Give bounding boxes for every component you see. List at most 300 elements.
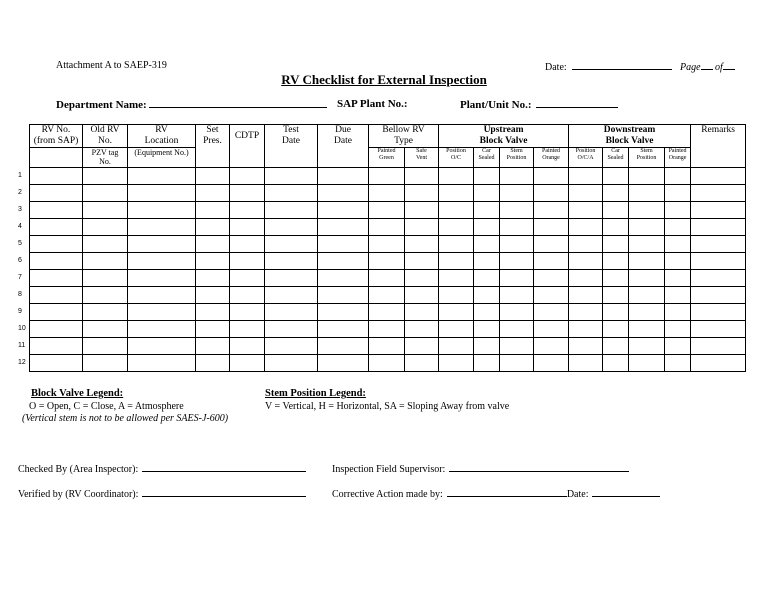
table-cell[interactable] <box>30 253 83 270</box>
table-cell[interactable] <box>691 219 746 236</box>
table-cell[interactable] <box>665 219 691 236</box>
header-dn-position: Position O/C/A <box>569 148 603 168</box>
table-cell[interactable] <box>569 202 603 219</box>
table-cell[interactable] <box>500 236 534 253</box>
table-cell[interactable] <box>691 236 746 253</box>
table-cell[interactable] <box>30 168 83 185</box>
table-cell[interactable] <box>500 202 534 219</box>
table-cell[interactable] <box>230 253 265 270</box>
checked-by-line <box>142 462 306 472</box>
table-cell[interactable] <box>439 304 474 321</box>
table-cell[interactable] <box>369 253 405 270</box>
table-cell[interactable] <box>196 185 230 202</box>
table-cell[interactable] <box>265 219 318 236</box>
header-rv-location: RV Location <box>128 125 196 148</box>
block-valve-legend-note: (Vertical stem is not to be allowed per SAES-J-600) <box>22 413 229 424</box>
header-psv-tag: PZV tag No. <box>83 148 128 168</box>
table-cell[interactable] <box>474 321 500 338</box>
header-painted-green: Painted Green <box>369 148 405 168</box>
table-cell[interactable] <box>569 321 603 338</box>
table-cell[interactable] <box>405 202 439 219</box>
table-cell[interactable] <box>534 321 569 338</box>
table-cell[interactable] <box>30 338 83 355</box>
header-remarks: Remarks <box>691 125 746 168</box>
table-cell[interactable] <box>665 287 691 304</box>
table-cell[interactable] <box>665 270 691 287</box>
table-cell[interactable] <box>474 219 500 236</box>
table-cell[interactable] <box>318 287 369 304</box>
table-cell[interactable] <box>474 287 500 304</box>
table-cell[interactable] <box>603 168 629 185</box>
table-cell[interactable] <box>569 236 603 253</box>
table-cell[interactable] <box>439 321 474 338</box>
table-cell[interactable] <box>629 168 665 185</box>
table-cell[interactable] <box>691 321 746 338</box>
table-cell[interactable] <box>369 304 405 321</box>
table-cell[interactable] <box>629 304 665 321</box>
row-number: 9 <box>18 308 22 315</box>
table-cell[interactable] <box>569 287 603 304</box>
table-cell[interactable] <box>369 338 405 355</box>
table-cell[interactable] <box>629 202 665 219</box>
table-cell[interactable] <box>369 321 405 338</box>
table-cell[interactable] <box>128 304 196 321</box>
header-test-date: Test Date <box>265 125 318 168</box>
table-cell[interactable] <box>569 219 603 236</box>
table-cell[interactable] <box>128 287 196 304</box>
corrective-action-field[interactable] <box>332 487 660 500</box>
table-cell[interactable] <box>265 253 318 270</box>
table-cell[interactable] <box>629 338 665 355</box>
table-cell[interactable] <box>439 287 474 304</box>
table-cell[interactable] <box>569 338 603 355</box>
table-cell[interactable] <box>569 185 603 202</box>
table-cell[interactable] <box>128 202 196 219</box>
row-number: 11 <box>18 342 26 349</box>
corrective-action-date-line <box>592 487 660 497</box>
table-cell[interactable] <box>629 321 665 338</box>
date-line <box>572 60 672 70</box>
header-bellow-rv: Bellow RV Type <box>369 125 439 148</box>
table-cell[interactable] <box>534 236 569 253</box>
plant-unit-line <box>536 98 618 108</box>
table-cell[interactable] <box>474 168 500 185</box>
table-cell[interactable] <box>691 338 746 355</box>
table-cell[interactable] <box>318 338 369 355</box>
table-cell[interactable] <box>405 321 439 338</box>
table-cell[interactable] <box>691 304 746 321</box>
table-cell[interactable] <box>534 202 569 219</box>
table-cell[interactable] <box>196 270 230 287</box>
table-cell[interactable] <box>405 168 439 185</box>
table-cell[interactable] <box>500 219 534 236</box>
table-cell[interactable] <box>265 338 318 355</box>
header-up-painted-orange: Painted Orange <box>534 148 569 168</box>
header-old-rv: Old RV No. <box>83 125 128 148</box>
table-cell[interactable] <box>439 168 474 185</box>
table-cell[interactable] <box>569 355 603 372</box>
checked-by-field[interactable] <box>18 462 306 475</box>
table-cell[interactable] <box>603 321 629 338</box>
table-cell[interactable] <box>128 355 196 372</box>
table-cell[interactable] <box>603 202 629 219</box>
table-cell[interactable] <box>569 168 603 185</box>
row-number: 6 <box>18 257 22 264</box>
table-cell[interactable] <box>474 270 500 287</box>
table-cell[interactable] <box>196 219 230 236</box>
table-cell[interactable] <box>474 338 500 355</box>
header-up-stem-position: Stem Position <box>500 148 534 168</box>
table-cell[interactable] <box>500 304 534 321</box>
table-cell[interactable] <box>474 355 500 372</box>
table-cell[interactable] <box>369 287 405 304</box>
table-cell[interactable] <box>691 270 746 287</box>
table-cell[interactable] <box>128 270 196 287</box>
table-cell[interactable] <box>128 253 196 270</box>
table-row <box>30 270 746 287</box>
corrective-action-date-label: Date: <box>566 489 589 500</box>
table-cell[interactable] <box>369 236 405 253</box>
table-row <box>30 219 746 236</box>
field-supervisor-label: Inspection Field Supervisor: <box>332 464 446 475</box>
table-cell[interactable] <box>30 236 83 253</box>
table-cell[interactable] <box>534 219 569 236</box>
table-cell[interactable] <box>500 287 534 304</box>
table-cell[interactable] <box>30 355 83 372</box>
corrective-action-line <box>447 487 567 497</box>
table-cell[interactable] <box>500 338 534 355</box>
table-cell[interactable] <box>230 202 265 219</box>
row-number: 3 <box>18 206 22 213</box>
block-valve-legend-text: O = Open, C = Close, A = Atmosphere <box>29 401 184 412</box>
page-line <box>701 60 713 70</box>
table-cell[interactable] <box>691 253 746 270</box>
table-cell[interactable] <box>230 185 265 202</box>
sap-plant-label: SAP Plant No.: <box>337 98 408 110</box>
table-cell[interactable] <box>318 253 369 270</box>
table-cell[interactable] <box>439 253 474 270</box>
table-cell[interactable] <box>230 321 265 338</box>
row-number: 7 <box>18 274 22 281</box>
department-line <box>149 98 327 108</box>
plant-unit-label: Plant/Unit No.: <box>460 99 532 111</box>
table-cell[interactable] <box>230 219 265 236</box>
table-cell[interactable] <box>318 168 369 185</box>
table-cell[interactable] <box>196 236 230 253</box>
table-cell[interactable] <box>603 270 629 287</box>
table-cell[interactable] <box>128 185 196 202</box>
corrective-action-label: Corrective Action made by: <box>332 489 443 500</box>
table-cell[interactable] <box>230 168 265 185</box>
table-cell[interactable] <box>665 304 691 321</box>
row-number: 2 <box>18 189 22 196</box>
table-cell[interactable] <box>128 236 196 253</box>
table-cell[interactable] <box>265 287 318 304</box>
table-cell[interactable] <box>83 185 128 202</box>
table-cell[interactable] <box>196 202 230 219</box>
row-number: 10 <box>18 325 26 332</box>
table-row <box>30 185 746 202</box>
table-row <box>30 287 746 304</box>
table-row <box>30 304 746 321</box>
table-cell[interactable] <box>265 202 318 219</box>
table-cell[interactable] <box>196 168 230 185</box>
table-cell[interactable] <box>265 168 318 185</box>
table-row <box>30 253 746 270</box>
table-row <box>30 168 746 185</box>
field-supervisor-line <box>449 462 629 472</box>
header-up-position: Position O/C <box>439 148 474 168</box>
header-set-pres: Set Pres. <box>196 125 230 168</box>
sap-plant-field[interactable] <box>337 98 408 110</box>
table-cell[interactable] <box>629 236 665 253</box>
header-downstream-block-valve: Downstream Block Valve <box>569 125 691 148</box>
table-cell[interactable] <box>369 202 405 219</box>
row-number: 12 <box>18 359 26 366</box>
table-cell[interactable] <box>629 355 665 372</box>
table-cell[interactable] <box>603 338 629 355</box>
table-cell[interactable] <box>83 236 128 253</box>
table-cell[interactable] <box>665 185 691 202</box>
table-cell[interactable] <box>405 287 439 304</box>
table-cell[interactable] <box>265 185 318 202</box>
table-cell[interactable] <box>83 304 128 321</box>
plant-unit-field[interactable] <box>460 98 618 111</box>
table-cell[interactable] <box>665 202 691 219</box>
table-cell[interactable] <box>265 304 318 321</box>
table-cell[interactable] <box>265 355 318 372</box>
table-cell[interactable] <box>30 270 83 287</box>
header-up-car-sealed: Car Sealed <box>474 148 500 168</box>
table-cell[interactable] <box>569 304 603 321</box>
table-cell[interactable] <box>83 355 128 372</box>
table-cell[interactable] <box>230 270 265 287</box>
verified-by-field[interactable] <box>18 487 306 500</box>
table-cell[interactable] <box>691 168 746 185</box>
table-cell[interactable] <box>369 219 405 236</box>
block-valve-legend-title: Block Valve Legend: <box>31 388 124 399</box>
table-row <box>30 321 746 338</box>
table-cell[interactable] <box>83 321 128 338</box>
table-cell[interactable] <box>369 185 405 202</box>
row-number: 8 <box>18 291 22 298</box>
table-row <box>30 338 746 355</box>
table-cell[interactable] <box>196 253 230 270</box>
table-cell[interactable] <box>405 253 439 270</box>
header-dn-painted-orange: Painted Orange <box>665 148 691 168</box>
table-cell[interactable] <box>629 287 665 304</box>
table-cell[interactable] <box>83 168 128 185</box>
table-cell[interactable] <box>318 236 369 253</box>
table-cell[interactable] <box>629 219 665 236</box>
table-cell[interactable] <box>603 236 629 253</box>
table-cell[interactable] <box>691 185 746 202</box>
table-cell[interactable] <box>534 168 569 185</box>
table-cell[interactable] <box>83 338 128 355</box>
checked-by-label: Checked By (Area Inspector): <box>18 464 139 475</box>
department-field[interactable] <box>56 98 327 111</box>
table-row <box>30 355 746 372</box>
table-cell[interactable] <box>474 253 500 270</box>
header-equipment-no: (Equipment No.) <box>128 148 196 168</box>
table-cell[interactable] <box>265 236 318 253</box>
table-cell[interactable] <box>665 236 691 253</box>
table-cell[interactable] <box>83 270 128 287</box>
table-cell[interactable] <box>265 321 318 338</box>
table-cell[interactable] <box>500 168 534 185</box>
table-cell[interactable] <box>534 185 569 202</box>
header-upstream-block-valve: Upstream Block Valve <box>439 125 569 148</box>
table-cell[interactable] <box>691 355 746 372</box>
table-cell[interactable] <box>405 304 439 321</box>
table-cell[interactable] <box>318 202 369 219</box>
table-cell[interactable] <box>318 219 369 236</box>
row-number: 1 <box>18 172 22 179</box>
table-cell[interactable] <box>569 253 603 270</box>
table-cell[interactable] <box>30 219 83 236</box>
date-label: Date: <box>545 62 567 73</box>
stem-position-legend-title: Stem Position Legend: <box>265 388 366 399</box>
table-cell[interactable] <box>439 219 474 236</box>
table-cell[interactable] <box>534 287 569 304</box>
table-cell[interactable] <box>439 270 474 287</box>
table-cell[interactable] <box>30 202 83 219</box>
table-cell[interactable] <box>83 202 128 219</box>
header-cdtp: CDTP <box>230 125 265 168</box>
table-cell[interactable] <box>83 287 128 304</box>
table-cell[interactable] <box>474 236 500 253</box>
table-cell[interactable] <box>603 253 629 270</box>
header-rv-no-sub <box>30 148 83 168</box>
table-cell[interactable] <box>474 304 500 321</box>
table-cell[interactable] <box>439 202 474 219</box>
header-dn-stem-position: Stem Position <box>629 148 665 168</box>
page-title: RV Checklist for External Inspection <box>281 72 487 87</box>
table-cell[interactable] <box>439 236 474 253</box>
table-cell[interactable] <box>603 287 629 304</box>
table-cell[interactable] <box>665 168 691 185</box>
table-cell[interactable] <box>665 338 691 355</box>
table-cell[interactable] <box>128 321 196 338</box>
table-cell[interactable] <box>83 253 128 270</box>
stem-position-legend-text: V = Vertical, H = Horizontal, SA = Sloping Away from valve <box>265 401 510 412</box>
table-cell[interactable] <box>230 236 265 253</box>
table-cell[interactable] <box>603 185 629 202</box>
page-label: Page <box>680 62 701 73</box>
header-dn-car-sealed: Car Sealed <box>603 148 629 168</box>
table-cell[interactable] <box>405 219 439 236</box>
table-cell[interactable] <box>405 236 439 253</box>
table-cell[interactable] <box>665 355 691 372</box>
row-number: 4 <box>18 223 22 230</box>
table-cell[interactable] <box>534 338 569 355</box>
table-cell[interactable] <box>369 270 405 287</box>
of-line <box>723 60 735 70</box>
table-cell[interactable] <box>439 355 474 372</box>
table-cell[interactable] <box>230 338 265 355</box>
table-cell[interactable] <box>534 270 569 287</box>
table-cell[interactable] <box>691 202 746 219</box>
table-cell[interactable] <box>83 219 128 236</box>
table-cell[interactable] <box>603 219 629 236</box>
department-label: Department Name: <box>56 99 147 111</box>
table-cell[interactable] <box>30 321 83 338</box>
table-cell[interactable] <box>128 219 196 236</box>
table-cell[interactable] <box>629 270 665 287</box>
of-label: of <box>715 62 723 73</box>
table-cell[interactable] <box>196 287 230 304</box>
table-cell[interactable] <box>534 355 569 372</box>
verified-by-label: Verified by (RV Coordinator): <box>18 489 139 500</box>
table-cell[interactable] <box>128 168 196 185</box>
header-rv-no: RV No. (from SAP) <box>30 125 83 148</box>
table-cell[interactable] <box>439 185 474 202</box>
table-cell[interactable] <box>629 185 665 202</box>
verified-by-line <box>142 487 306 497</box>
table-cell[interactable] <box>569 270 603 287</box>
table-cell[interactable] <box>369 168 405 185</box>
checklist-table <box>29 124 745 376</box>
table-cell[interactable] <box>474 202 500 219</box>
table-cell[interactable] <box>500 185 534 202</box>
table-cell[interactable] <box>196 321 230 338</box>
row-number: 5 <box>18 240 22 247</box>
table-cell[interactable] <box>665 321 691 338</box>
table-row <box>30 202 746 219</box>
table-cell[interactable] <box>665 253 691 270</box>
table-cell[interactable] <box>474 185 500 202</box>
table-cell[interactable] <box>230 355 265 372</box>
table-cell[interactable] <box>369 355 405 372</box>
table-cell[interactable] <box>500 321 534 338</box>
table-cell[interactable] <box>534 253 569 270</box>
table-cell[interactable] <box>30 185 83 202</box>
table-cell[interactable] <box>500 253 534 270</box>
table-cell[interactable] <box>603 355 629 372</box>
header-due-date: Due Date <box>318 125 369 168</box>
table-cell[interactable] <box>405 185 439 202</box>
table-cell[interactable] <box>30 287 83 304</box>
table-cell[interactable] <box>603 304 629 321</box>
attachment-ref: Attachment A to SAEP-319 <box>56 60 167 71</box>
table-cell[interactable] <box>318 270 369 287</box>
field-supervisor-field[interactable] <box>332 462 629 475</box>
table-cell[interactable] <box>500 270 534 287</box>
table-cell[interactable] <box>318 355 369 372</box>
table-row <box>30 236 746 253</box>
table-cell[interactable] <box>196 304 230 321</box>
table-cell[interactable] <box>405 338 439 355</box>
table-cell[interactable] <box>230 287 265 304</box>
table-cell[interactable] <box>196 338 230 355</box>
table-cell[interactable] <box>691 287 746 304</box>
table-cell[interactable] <box>128 338 196 355</box>
table-cell[interactable] <box>629 253 665 270</box>
table-cell[interactable] <box>534 304 569 321</box>
table-cell[interactable] <box>405 270 439 287</box>
table-cell[interactable] <box>230 304 265 321</box>
table-cell[interactable] <box>439 338 474 355</box>
table-cell[interactable] <box>500 355 534 372</box>
table-cell[interactable] <box>265 270 318 287</box>
table-cell[interactable] <box>196 355 230 372</box>
header-safe-vent: Safe Vent <box>405 148 439 168</box>
table-cell[interactable] <box>318 185 369 202</box>
table-cell[interactable] <box>318 321 369 338</box>
table-cell[interactable] <box>318 304 369 321</box>
table-cell[interactable] <box>405 355 439 372</box>
table-cell[interactable] <box>30 304 83 321</box>
